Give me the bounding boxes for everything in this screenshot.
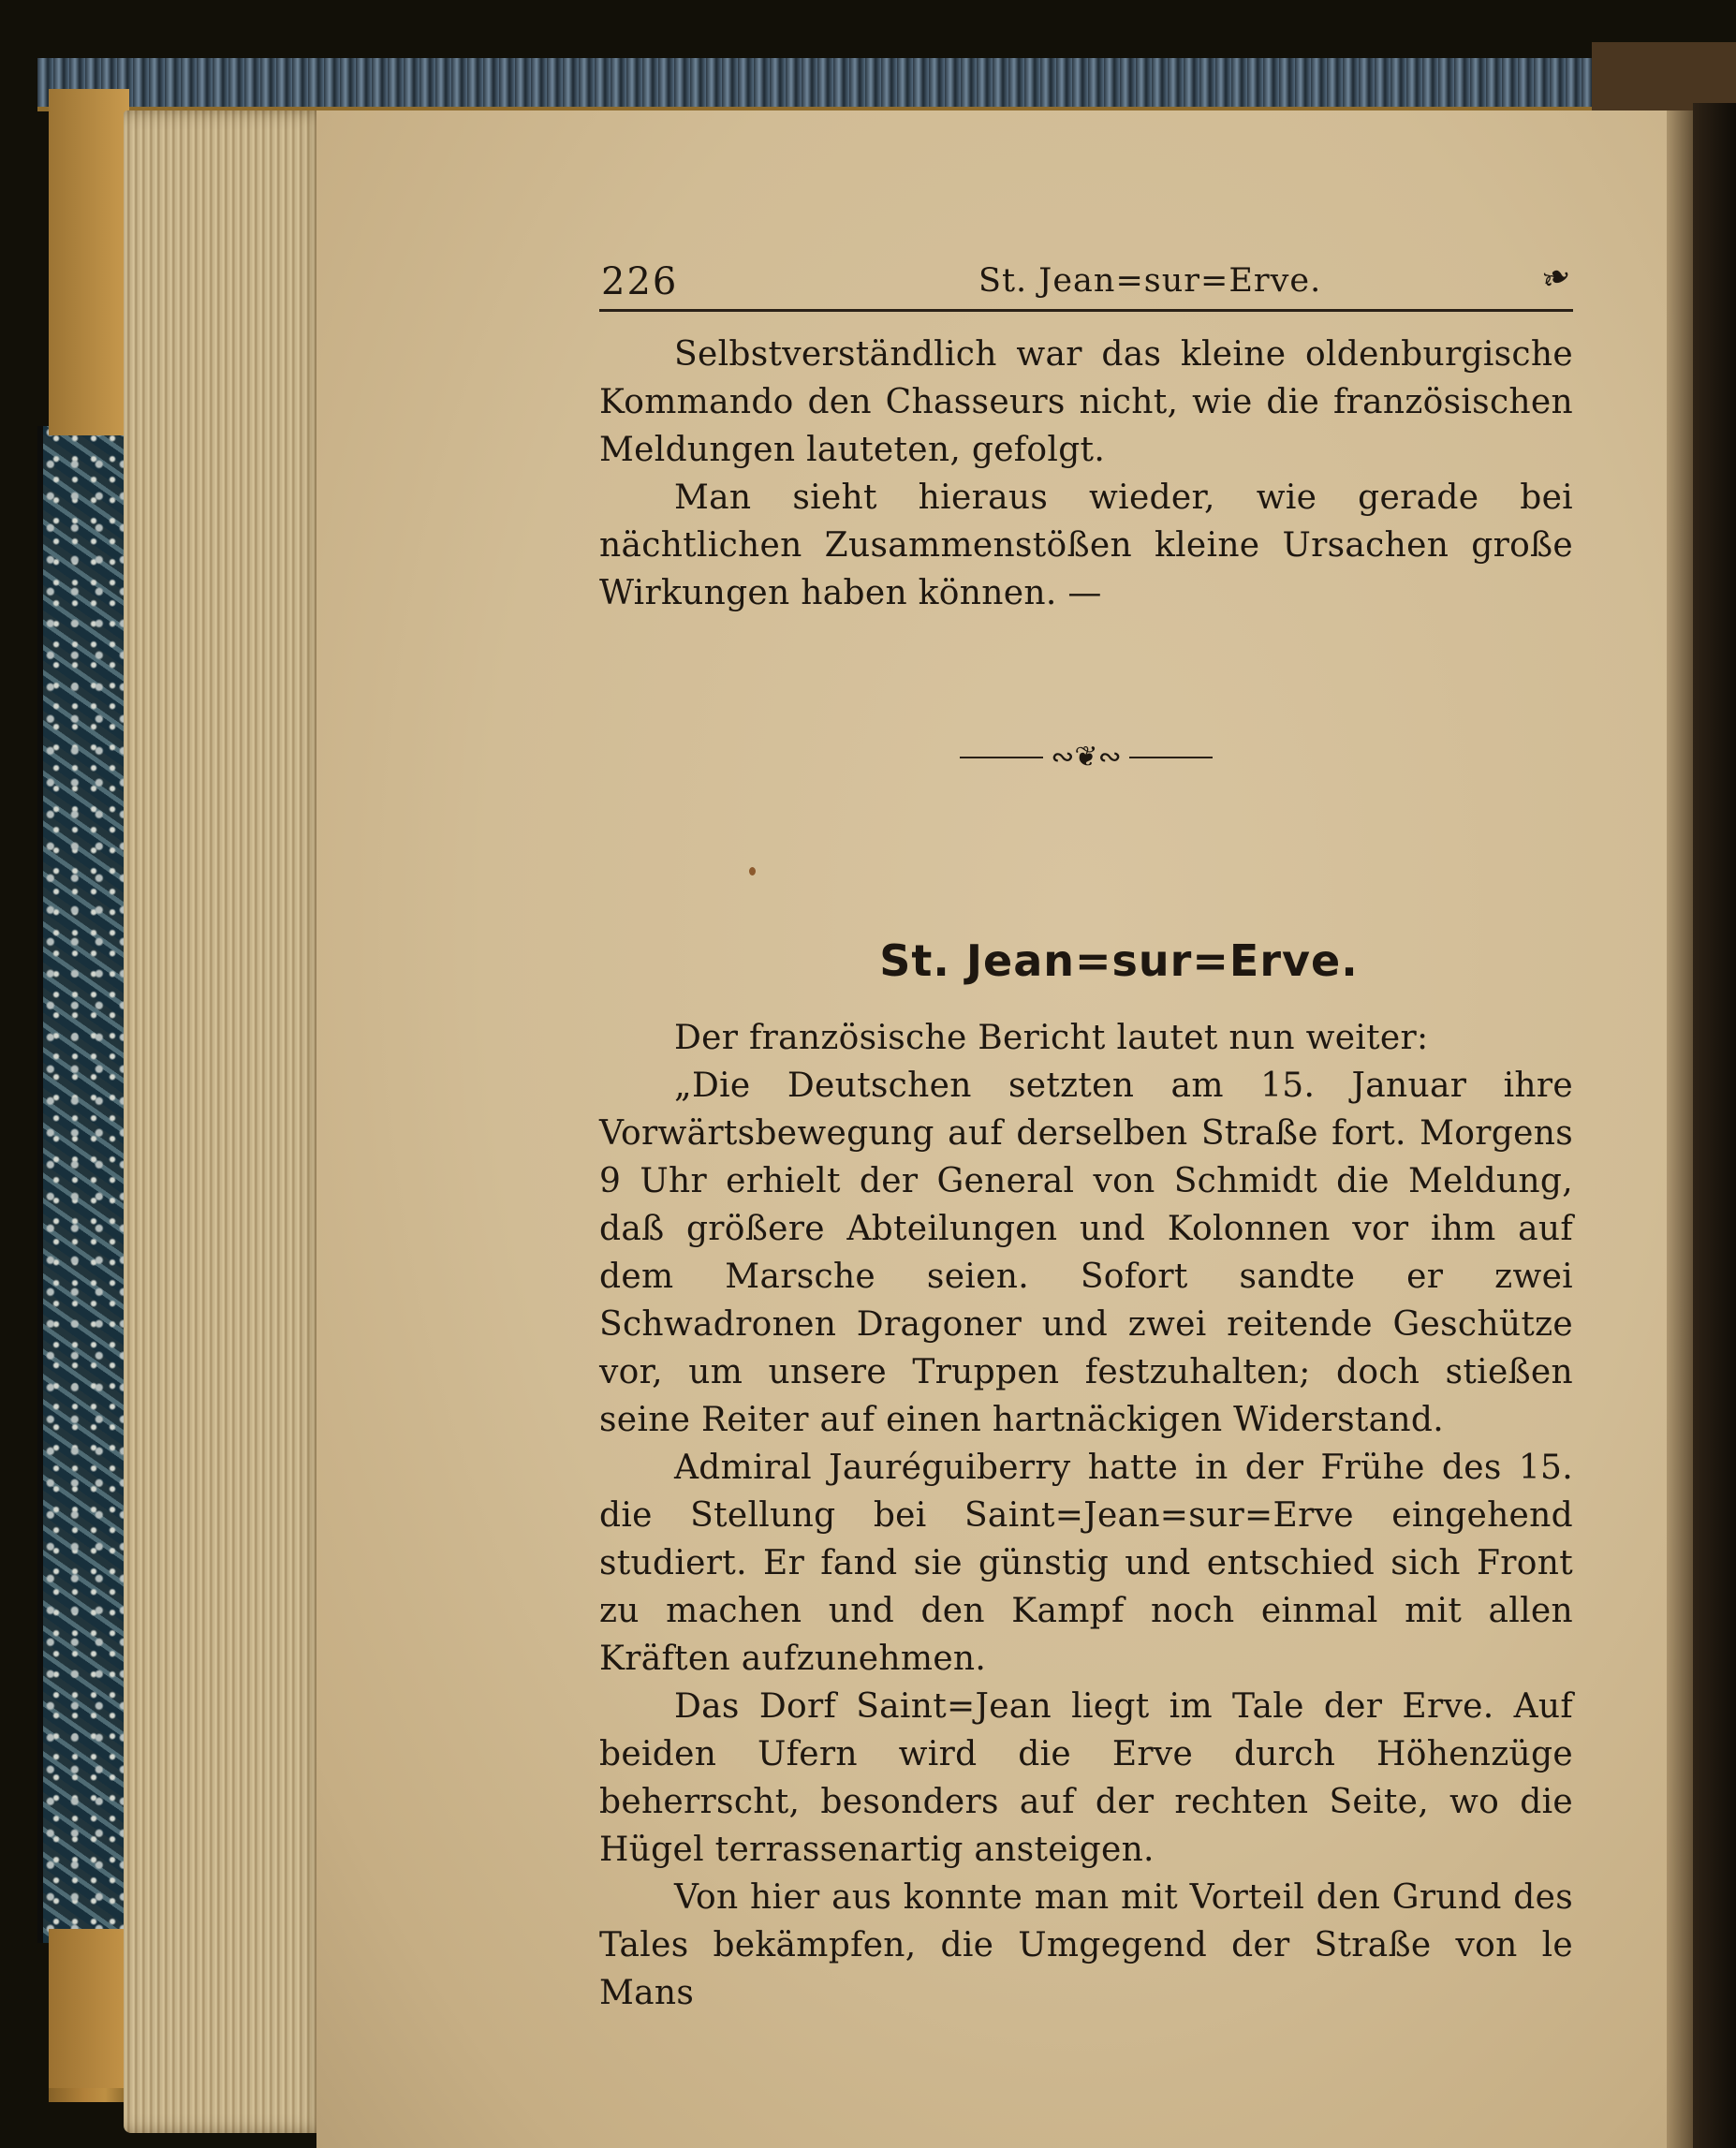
section-paragraph-2: Admiral Jauréguiberry hatte in der Frühe des 15. die Stellung bei Saint=Jean=sur=Erve eingehend studiert. Er fand sie günstig und entschied sich Front zu machen und den Kampf noch einmal mit allen Kräften aufzunehmen. (599, 1449, 1573, 1678)
book-cover-top (37, 58, 1723, 111)
section-paragraph-4: Von hier aus konnte man mit Vorteil den Grund des Tales bekämpfen, die Umgegend der Straße von le Mans (599, 1878, 1573, 2012)
section-intro: Der französische Bericht lautet nun weiter: (674, 1019, 1429, 1057)
section-paragraph-3: Das Dorf Saint=Jean liegt im Tale der Erve. Auf beiden Ufern wird die Erve durch Höhenzüge beherrscht, besonders auf der rechten Seite, wo die Hügel terrassenartig ansteigen. (599, 1687, 1573, 1869)
section-paragraph-1: „Die Deutschen setzten am 15. Januar ihre Vorwärtsbewegung auf derselben Straße fort. Morgens 9 Uhr erhielt der General von Schmidt die Meldung, daß größere Abteilungen und Kolonnen vor ihm auf dem Marsche seien. Sofort sandte er zwei Schwadronen Dragoner und zwei reitende Geschütze vor, um unsere Truppen festzuhalten; doch stießen seine Reiter auf einen hartnäckigen Widerstand. (599, 1067, 1573, 1439)
right-page-edge (1693, 103, 1736, 2148)
section-divider-ornament (960, 739, 1213, 776)
page-content (599, 251, 1578, 2017)
paragraph-continuation-2: Man sieht hieraus wieder, wie gerade bei nächtlichen Zusammenstößen kleine Ursachen große Wirkungen haben können. — (599, 478, 1573, 612)
divider-rule-left (960, 757, 1043, 758)
section-body (599, 1014, 1573, 2017)
book-cover-marbled-spine (37, 426, 129, 1943)
running-head (599, 251, 1578, 312)
fleuron-icon: ❧ (1535, 252, 1578, 302)
book-cover-leather-bottom (49, 1929, 129, 2088)
section-heading: St. Jean=sur=Erve. (879, 935, 1359, 986)
book-cover-leather-top (49, 89, 129, 435)
running-title: St. Jean=sur=Erve. (978, 262, 1322, 300)
paragraph-continuation-1: Selbstverständlich war das kleine oldenburgische Kommando den Chasseurs nicht, wie die französischen Meldungen lauteten, gefolgt. (599, 335, 1573, 469)
divider-rule-right (1129, 757, 1213, 758)
page-block-edges (124, 110, 328, 2133)
page-number: 226 (601, 260, 679, 303)
flourish-icon: ∾❦∾ (1051, 741, 1122, 773)
